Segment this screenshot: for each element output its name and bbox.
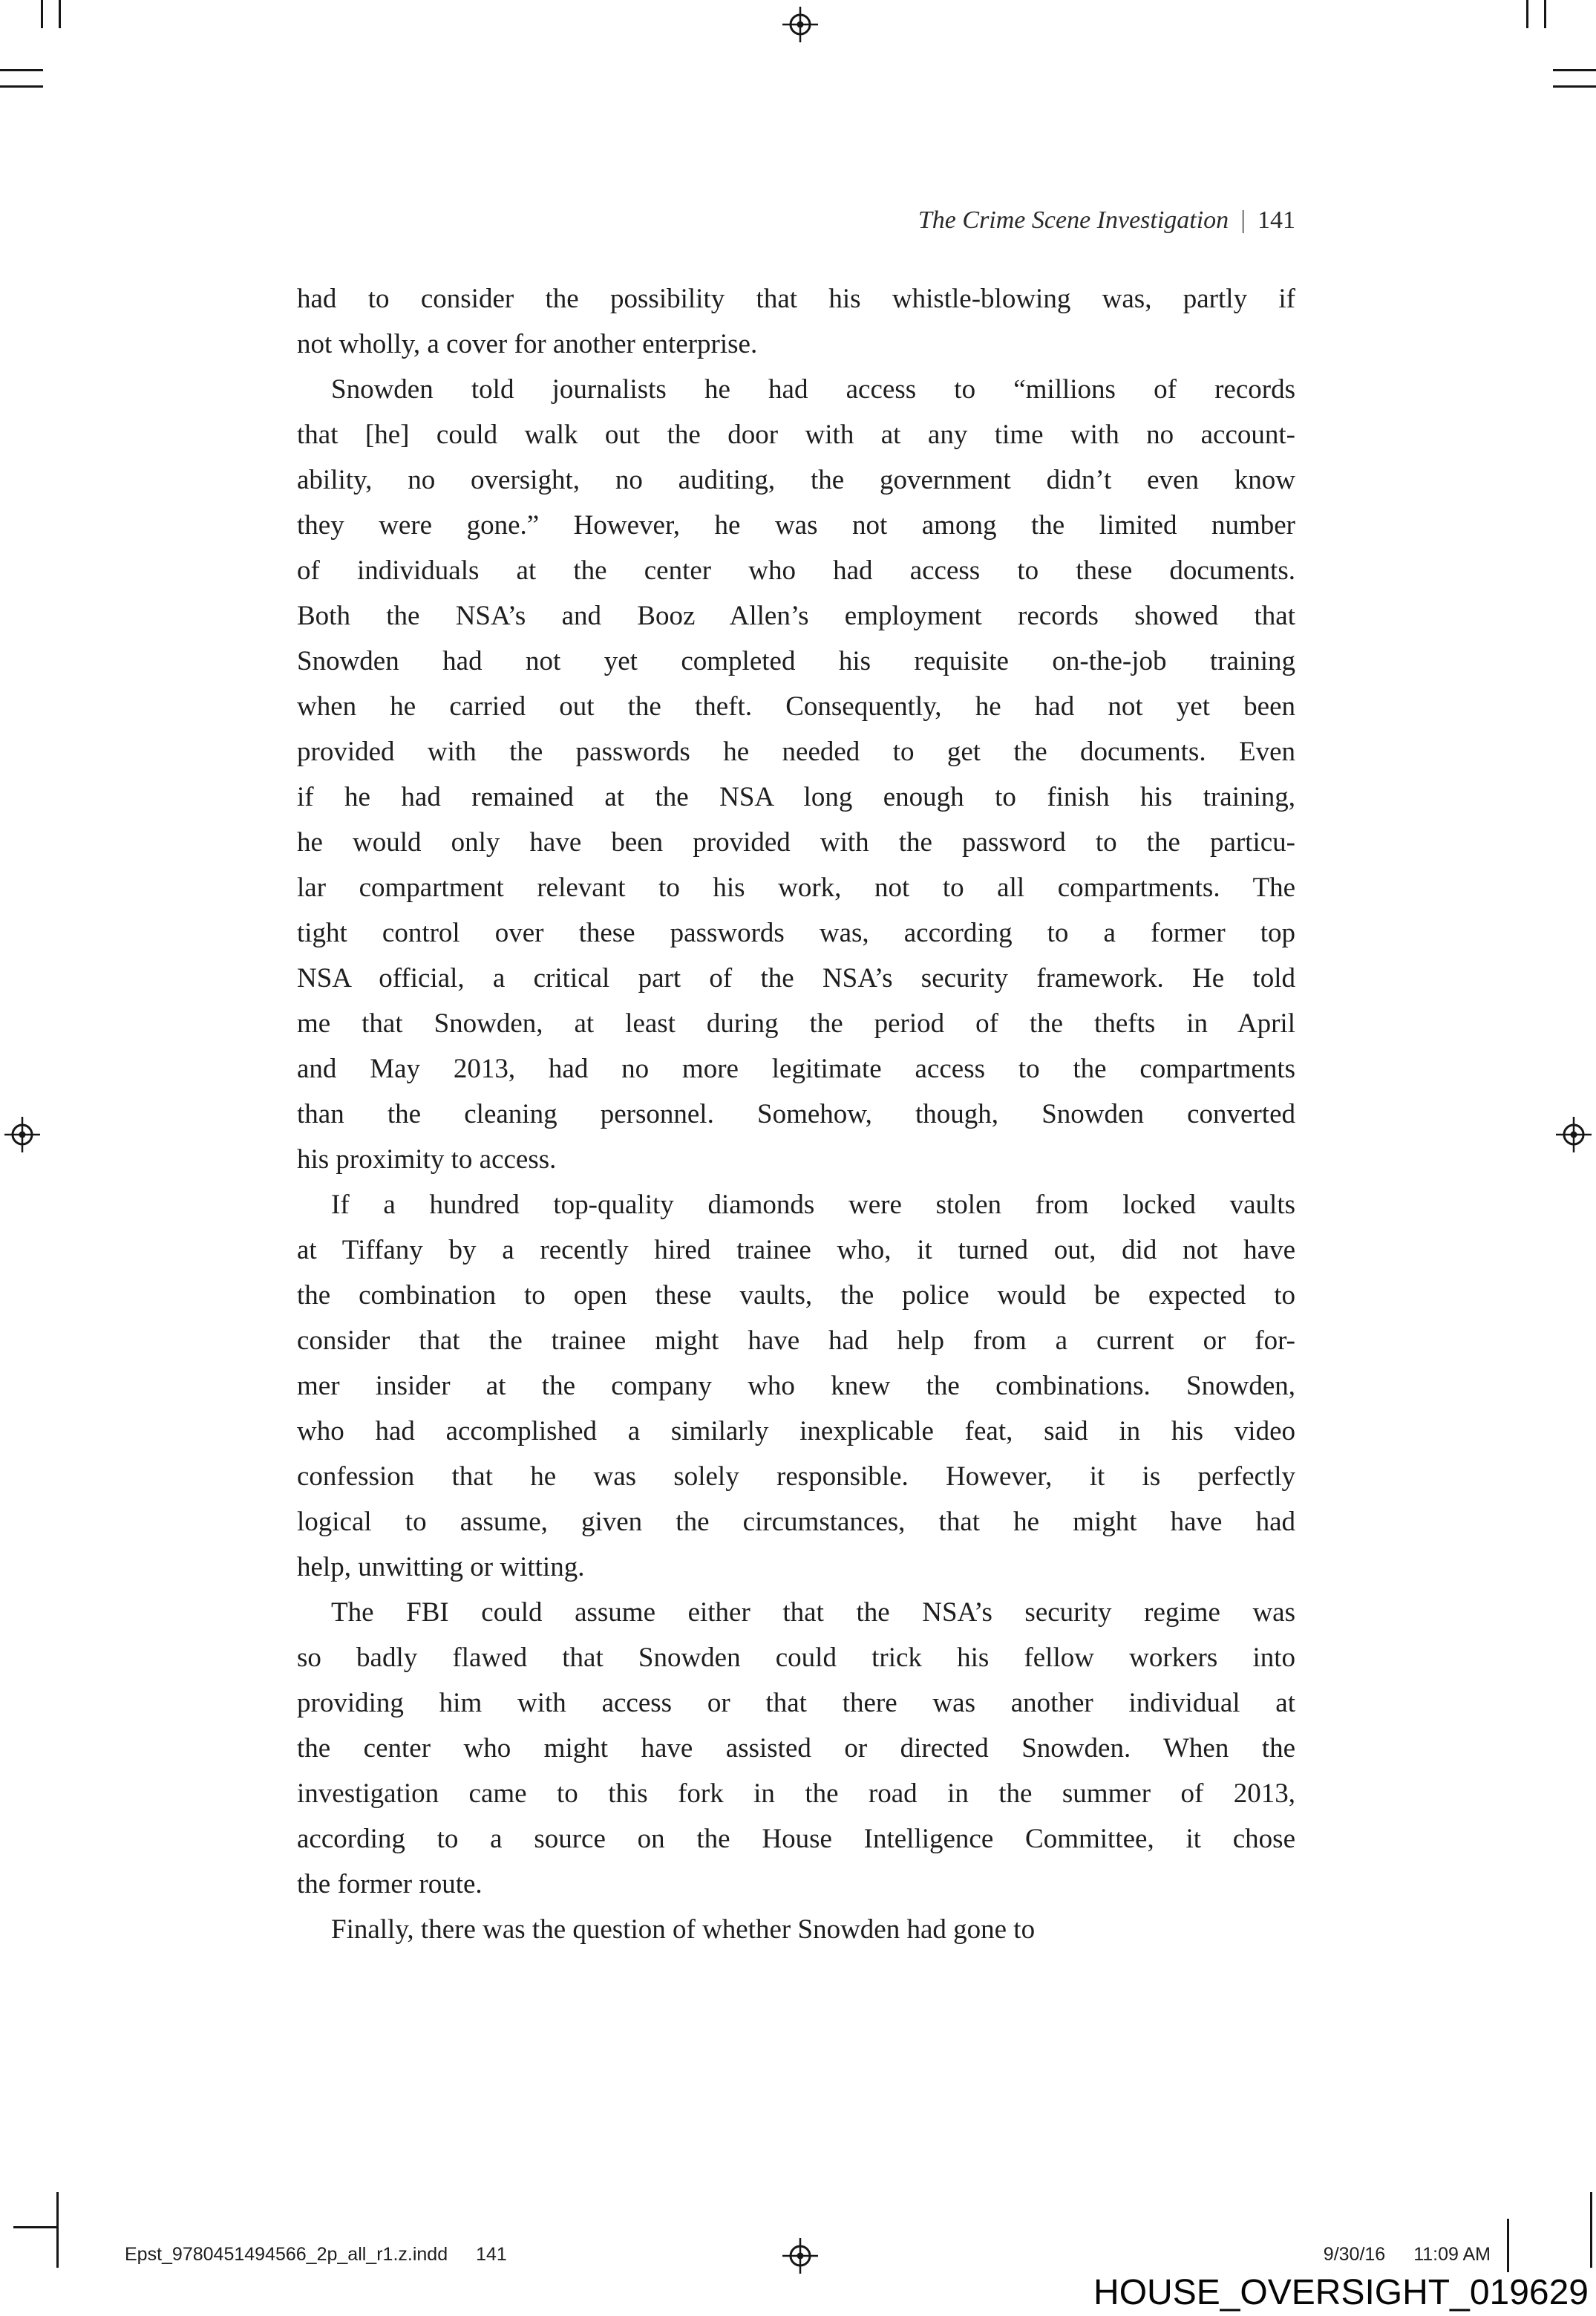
body-text-line: Snowden had not yet completed his requisite on-the-job training [297, 646, 1295, 676]
body-text-line: the combination to open these vaults, the police would be expected to [297, 1280, 1295, 1311]
running-header [297, 206, 1295, 235]
body-text-line: who had accomplished a similarly inexplicable feat, said in his video [297, 1416, 1295, 1446]
crop-mark [1507, 2219, 1509, 2272]
body-text-line: at Tiffany by a recently hired trainee who, it turned out, did not have [297, 1235, 1295, 1265]
body-text-line: providing him with access or that there was another individual at [297, 1688, 1295, 1718]
body-text-line: confession that he was solely responsible. However, it is perfectly [297, 1461, 1295, 1492]
body-text-line: lar compartment relevant to his work, not to all compartments. The [297, 872, 1295, 903]
body-text-line: when he carried out the theft. Consequently, he had not yet been [297, 691, 1295, 722]
body-text-line: the center who might have assisted or directed Snowden. When the [297, 1733, 1295, 1764]
crop-mark [1544, 0, 1546, 28]
registration-mark-icon [4, 1117, 40, 1152]
page-number: 141 [1257, 206, 1295, 234]
body-text-line: than the cleaning personnel. Somehow, though, Snowden converted [297, 1099, 1295, 1129]
body-text-line: If a hundred top-quality diamonds were stolen from locked vaults [331, 1190, 1295, 1220]
body-text-line: investigation came to this fork in the road in the summer of 2013, [297, 1778, 1295, 1809]
crop-mark [1526, 0, 1528, 28]
body-text-line: mer insider at the company who knew the combinations. Snowden, [297, 1371, 1295, 1401]
body-text-line: consider that the trainee might have had help from a current or for- [297, 1325, 1295, 1356]
footer-time: 11:09 AM [1413, 2244, 1491, 2265]
body-text-line: ability, no oversight, no auditing, the government didn’t even know [297, 465, 1295, 495]
crop-mark [56, 2192, 59, 2268]
footer-slug-left [125, 2244, 507, 2266]
body-text-line: logical to assume, given the circumstances, that he might have had [297, 1507, 1295, 1537]
running-header-divider: | [1240, 206, 1246, 234]
body-text-line: and May 2013, had no more legitimate access to the compartments [297, 1054, 1295, 1084]
body-text-line: provided with the passwords he needed to get the documents. Even [297, 737, 1295, 767]
body-text-line: if he had remained at the NSA long enough to finish his training, [297, 782, 1295, 812]
registration-mark-icon [782, 7, 818, 42]
body-text-line: Snowden told journalists he had access to “millions of records [331, 374, 1295, 405]
crop-mark [1553, 85, 1596, 88]
body-text-line: me that Snowden, at least during the period of the thefts in April [297, 1008, 1295, 1039]
crop-mark [1590, 2192, 1592, 2268]
footer-page-number: 141 [476, 2244, 507, 2265]
running-header-title: The Crime Scene Investigation [918, 206, 1229, 234]
crop-mark [41, 0, 43, 28]
footer-slug-right [1324, 2244, 1491, 2266]
body-text-line: not wholly, a cover for another enterprise. [297, 329, 758, 359]
body-text-line: his proximity to access. [297, 1144, 557, 1175]
body-text-line: Both the NSA’s and Booz Allen’s employment records showed that [297, 601, 1295, 631]
registration-mark-icon [782, 2238, 818, 2274]
body-text-line: that [he] could walk out the door with at any time with no account- [297, 420, 1295, 450]
body-text-line: tight control over these passwords was, according to a former top [297, 918, 1295, 948]
body-text-line: had to consider the possibility that his whistle-blowing was, partly if [297, 284, 1295, 314]
registration-mark-icon [1556, 1117, 1592, 1152]
body-text-line: help, unwitting or witting. [297, 1552, 585, 1582]
footer-filename: Epst_9780451494566_2p_all_r1.z.indd [125, 2244, 448, 2265]
bates-stamp: HOUSE_OVERSIGHT_019629 [1093, 2273, 1589, 2312]
body-text-line: NSA official, a critical part of the NSA’s security framework. He told [297, 963, 1295, 994]
text-block [297, 276, 1295, 1952]
body-text-line: he would only have been provided with the password to the particu- [297, 827, 1295, 858]
body-text-line: the former route. [297, 1869, 483, 1899]
crop-mark [59, 0, 61, 28]
crop-mark [0, 85, 43, 88]
crop-mark [0, 69, 43, 71]
body-text-line: Finally, there was the question of whether Snowden had gone to [331, 1914, 1036, 1945]
crop-mark [13, 2226, 56, 2228]
body-text-line: The FBI could assume either that the NSA’s security regime was [331, 1597, 1295, 1628]
footer-date: 9/30/16 [1323, 2244, 1386, 2265]
body-text-line: they were gone.” However, he was not among the limited number [297, 510, 1295, 541]
crop-mark [1553, 69, 1596, 71]
body-text-line: so badly flawed that Snowden could trick his fellow workers into [297, 1643, 1295, 1673]
body-text-line: of individuals at the center who had access to these documents. [297, 555, 1295, 586]
body-text-line: according to a source on the House Intelligence Committee, it chose [297, 1824, 1295, 1854]
